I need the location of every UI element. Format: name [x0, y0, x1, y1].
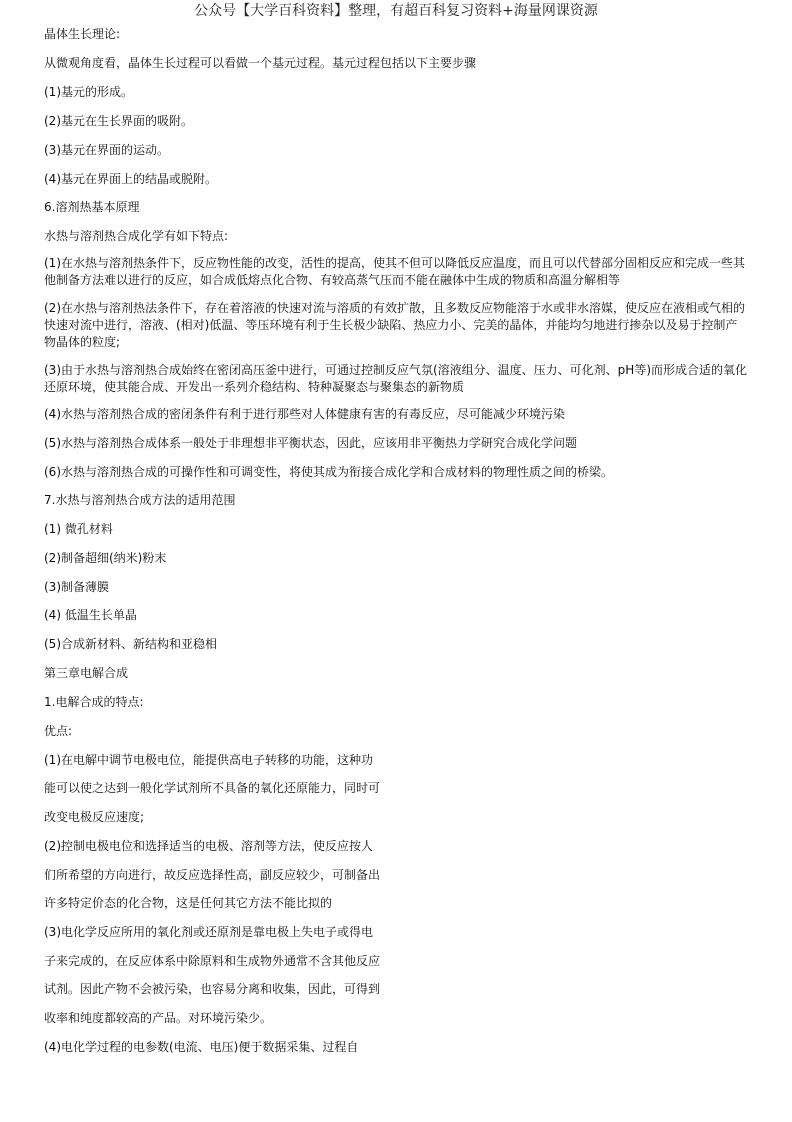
paragraph-line: (3)电化学反应所用的氧化剂或还原剂是靠电极上失电子或得电: [44, 925, 374, 939]
paragraph-line: (4)电化学过程的电参数(电流、电压)便于数据采集、过程自: [44, 1040, 359, 1054]
heading-crystal-growth: 晶体生长理论:: [44, 27, 121, 41]
list-item: (1)基元的形成。: [44, 85, 133, 99]
list-item: (4) 低温生长单晶: [44, 608, 137, 622]
paragraph: 水热与溶剂热合成化学有如下特点:: [44, 229, 229, 243]
list-item: (5)水热与溶剂热合成体系一般处于非理想非平衡状态，因此，应该用非平衡热力学研究合成化学问题: [44, 436, 578, 450]
section-heading: 7.水热与溶剂热合成方法的适用范围: [44, 493, 236, 507]
list-item: (4)水热与溶剂热合成的密闭条件有利于进行那些对人体健康有害的有毒反应，尽可能减少环境污染: [44, 407, 566, 421]
list-item: (2)在水热与溶剂热法条件下，存在着溶液的快速对流与溶质的有效扩散，且多数反应物能溶于水或非水溶媒，使反应在液相或气相的快速对流中进行，溶液、(相对)低温、等压环境有利于生长极少缺陷、热应力小、完美的晶体，并能均匀地进行掺杂以及易于控制产物晶体的粒度;: [44, 301, 746, 349]
list-item: (4)基元在界面上的结晶或脱附。: [44, 172, 217, 186]
paragraph-line: 能可以使之达到一般化学试剂所不具备的氧化还原能力，同时可: [44, 781, 381, 795]
list-item: (3)基元在界面的运动。: [44, 143, 169, 157]
paragraph-line: 子来完成的，在反应体系中除原料和生成物外通常不含其他反应: [44, 954, 381, 968]
list-item: (1) 微孔材料: [44, 522, 113, 536]
list-item: (2)基元在生长界面的吸附。: [44, 114, 193, 128]
paragraph-line: 改变电极反应速度;: [44, 810, 145, 824]
paragraph-line: (1)在电解中调节电极电位，能提供高电子转移的功能，这种功: [44, 753, 374, 767]
list-item: (5)合成新材料、新结构和亚稳相: [44, 637, 217, 651]
list-item: (6)水热与溶剂热合成的可操作性和可调变性，将使其成为衔接合成化学和合成材料的物理性质之间的桥梁。: [44, 465, 614, 479]
paragraph-line: 试剂。因此产物不会被污染，也容易分离和收集，因此，可得到: [44, 982, 381, 996]
paragraph-line: (2)控制电极电位和选择适当的电极、溶剂等方法，使反应按人: [44, 839, 374, 853]
list-item: (1)在水热与溶剂热条件下，反应物性能的改变，活性的提高，使其不但可以降低反应温度，而且可以代替部分固相反应和完成一些其他制备方法难以进行的反应，如合成低熔点化合物、有较高蒸气压而不能在融体中生成的物质和高温分解相等: [44, 256, 746, 287]
section-heading: 6.溶剂热基本原理: [44, 200, 140, 214]
list-item: (3)由于水热与溶剂热合成始终在密闭高压釜中进行，可通过控制反应气氛(溶液组分、温度、压力、可化剂、pH等)而形成合适的氧化还原环境，使其能合成、开发出一系列介稳结构、特种凝聚态与聚集态的新物质: [44, 363, 748, 394]
paragraph-line: 收率和纯度都较高的产品。对环境污染少。: [44, 1011, 273, 1025]
page-header: 公众号【大学百科资料】整理，有超百科复习资料+海量网课资源: [194, 3, 598, 19]
list-item: (2)制备超细(纳米)粉末: [44, 551, 167, 565]
paragraph-line: 们所希望的方向进行，故反应选择性高，副反应较少，可制备出: [44, 868, 381, 882]
paragraph: 从微观角度看，晶体生长过程可以看做一个基元过程。基元过程包括以下主要步骤: [44, 56, 477, 70]
section-heading: 1.电解合成的特点:: [44, 695, 144, 709]
paragraph-line: 许多特定价态的化合物，这是任何其它方法不能比拟的: [44, 896, 333, 910]
subheading: 优点:: [44, 724, 73, 738]
chapter-heading: 第三章电解合成: [44, 666, 129, 680]
list-item: (3)制备薄膜: [44, 580, 109, 594]
